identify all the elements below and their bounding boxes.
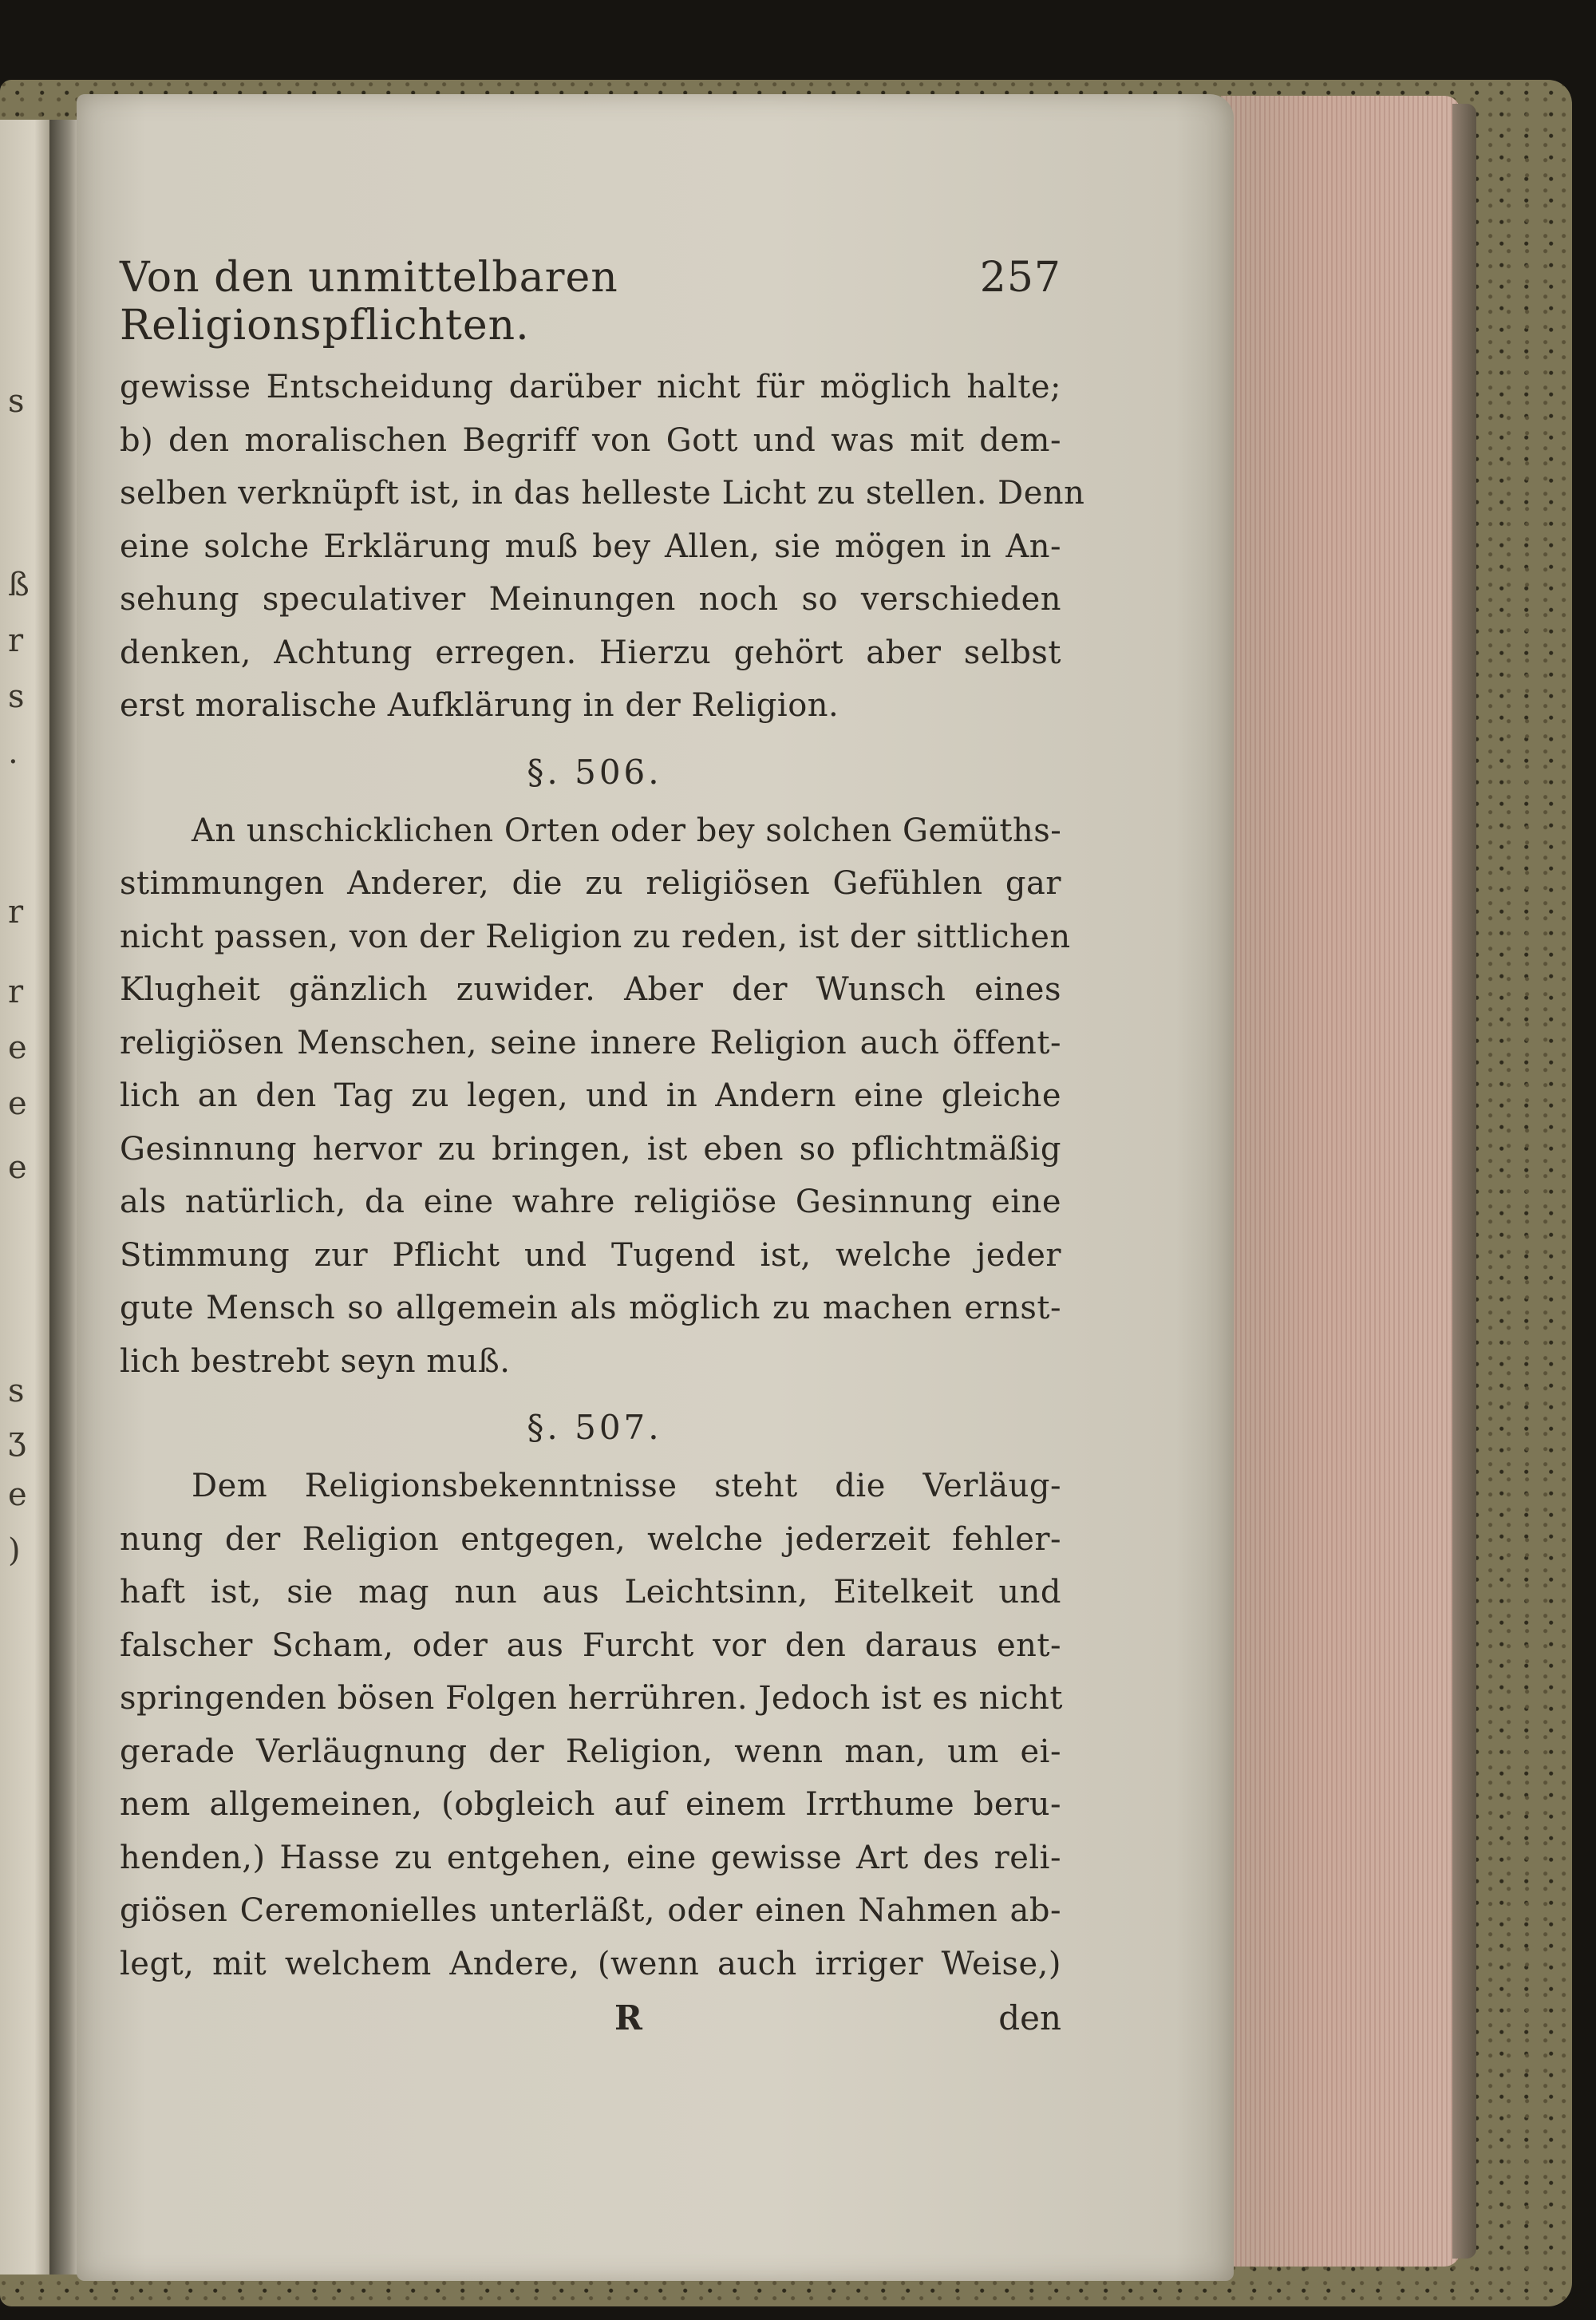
- text-line: nung der Religion entgegen, welche jederzeit fehler-: [120, 1520, 1061, 1558]
- text-line: springenden bösen Folgen herrühren. Jedoch ist es nicht: [120, 1680, 1063, 1717]
- page-number: 257: [979, 254, 1061, 302]
- section-heading-506: §. 506.: [527, 752, 662, 792]
- catchword: den: [998, 1998, 1061, 2037]
- text-line: Stimmung zur Pflicht und Tugend ist, welche jeder: [120, 1236, 1061, 1274]
- text-line: als natürlich, da eine wahre religiöse Gesinnung eine: [120, 1184, 1061, 1220]
- section-heading-507: §. 507.: [527, 1408, 662, 1447]
- text-line: gewisse Entscheidung darüber nicht für möglich halte;: [120, 369, 1061, 405]
- page-text: [120, 254, 1085, 2046]
- left-page-fragment: r: [8, 974, 24, 1010]
- text-line: erst moralische Aufklärung in der Religion.: [120, 687, 839, 724]
- text-line: Klugheit gänzlich zuwider. Aber der Wunsch eines: [120, 971, 1061, 1008]
- left-page-fragment: e: [8, 1149, 27, 1186]
- book-page: [77, 94, 1234, 2281]
- signature-mark: R: [614, 1998, 642, 2037]
- left-page-fragment: e: [8, 1030, 27, 1066]
- running-head: [120, 254, 1061, 350]
- paragraph-2: [120, 804, 1071, 1389]
- left-page-fragment: .: [8, 734, 18, 771]
- text-line: gute Mensch so allgemein als möglich zu machen ernst-: [120, 1290, 1061, 1326]
- left-page-fragment: r: [8, 894, 24, 931]
- text-line: gerade Verläugnung der Religion, wenn man, um ei-: [120, 1733, 1061, 1770]
- text-line: nem allgemeinen, (obgleich auf einem Irrthume beru-: [120, 1786, 1061, 1823]
- text-line: An unschicklichen Orten oder bey solchen Gemüths-: [192, 812, 1062, 849]
- text-line: lich bestrebt seyn muß.: [120, 1342, 511, 1380]
- text-line: sehung speculativer Meinungen noch so verschieden: [120, 581, 1061, 618]
- text-line: stimmungen Anderer, die zu religiösen Gefühlen gar: [120, 865, 1061, 902]
- paragraph-1: [120, 361, 1085, 733]
- text-line: nicht passen, von der Religion zu reden, ist der sittlichen: [120, 918, 1071, 955]
- text-line: lich an den Tag zu legen, und in Andern eine gleiche: [120, 1077, 1061, 1114]
- left-page-fragment: ß: [8, 567, 30, 603]
- text-line: Dem Religionsbekenntnisse steht die Verläug-: [192, 1468, 1061, 1504]
- left-page-fragment: e: [8, 1085, 27, 1122]
- text-line: henden,) Hasse zu entgehen, eine gewisse Art des reli-: [120, 1839, 1061, 1876]
- left-page-sliver: [0, 120, 51, 2275]
- left-page-fragment: s: [8, 383, 25, 420]
- running-head-title: Von den unmittelbaren Religionspflichten.: [120, 254, 618, 350]
- page-footer: [120, 1990, 1061, 2046]
- left-page-fragment: r: [8, 622, 24, 659]
- page-edges-shadow: [1452, 104, 1476, 2259]
- text-line: Gesinnung hervor zu bringen, ist eben so pflichtmäßig: [120, 1130, 1061, 1168]
- page-edges: [1221, 96, 1460, 2267]
- text-line: eine solche Erklärung muß bey Allen, sie mögen in An-: [120, 528, 1061, 565]
- left-page-fragment: ʒ: [8, 1421, 26, 1457]
- left-page-fragment: s: [8, 1373, 25, 1409]
- left-page-fragment: e: [8, 1476, 27, 1513]
- text-line: selben verknüpft ist, in das helleste Licht zu stellen. Denn: [120, 475, 1085, 512]
- text-line: religiösen Menschen, seine innere Religion auch öffent-: [120, 1024, 1061, 1061]
- text-line: falscher Scham, oder aus Furcht vor den daraus ent-: [120, 1626, 1061, 1664]
- text-line: haft ist, sie mag nun aus Leichtsinn, Eitelkeit und: [120, 1574, 1061, 1611]
- left-page-fragment: ): [8, 1532, 21, 1569]
- text-line: denken, Achtung erregen. Hierzu gehört aber selbst: [120, 634, 1061, 671]
- text-line: legt, mit welchem Andere, (wenn auch irriger Weise,): [120, 1945, 1061, 1982]
- left-page-fragment: s: [8, 678, 25, 715]
- text-line: b) den moralischen Begriff von Gott und was mit dem-: [120, 421, 1061, 459]
- paragraph-3: [120, 1460, 1061, 1990]
- text-line: giösen Ceremonielles unterläßt, oder einen Nahmen ab-: [120, 1892, 1061, 1929]
